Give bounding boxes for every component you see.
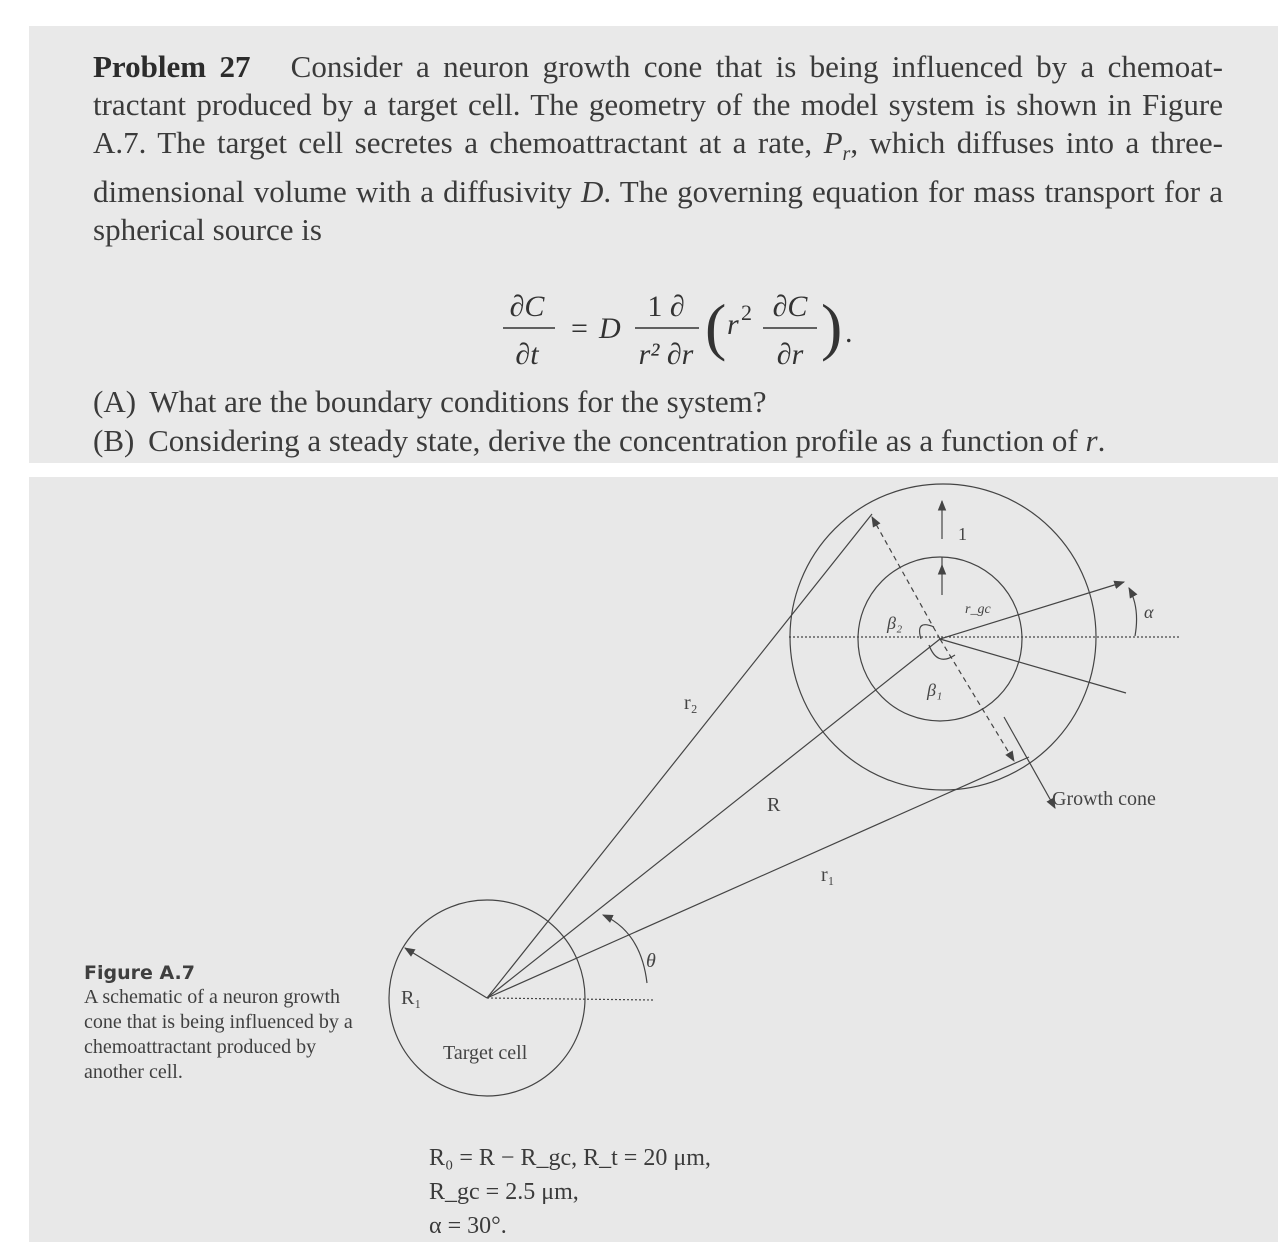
question-b-end: . [1097,423,1106,458]
problem-text-a: Consider a neuron growth cone that is being influenced by a chemoat-tractant produced by a target cell. The geometry of the model system is shown in Figure A.7. The target cell secretes a chemoattractant at a rate, [93,49,1223,160]
theta-arc [603,915,647,983]
eq-open-paren: ( [705,291,727,362]
line-r1 [487,757,1029,998]
problem-statement [93,48,1223,249]
beta1-arc [929,645,955,659]
eq-lhs-denominator: ∂t [515,338,539,371]
label-beta1: β₁ [927,680,943,700]
eq-equals: = [571,312,588,345]
problem-label: Problem 27 [93,49,251,84]
caption-text: A schematic of a neuron growth cone that is being influenced by a chemoattractant produced by another cell. [84,986,353,1083]
param-line-2: R_gc = 2.5 μm, [429,1179,579,1205]
label-R1: R₁ [401,987,422,1009]
line-r2 [487,514,872,998]
question-b-text: Considering a steady state, derive the concentration profile as a function of [148,423,1078,458]
alpha-arc [1129,588,1137,636]
label-rgc: r_gc [965,602,991,617]
label-beta2: β₂ [887,613,903,633]
eq-inner-denominator: ∂r [776,338,804,371]
figure-caption [84,961,354,1085]
question-b-label: (B) [93,423,135,458]
label-theta: θ [646,950,656,972]
eq-period: . [845,316,853,349]
eq-inner-numerator: ∂C [772,290,808,323]
eq-lhs-numerator: ∂C [509,290,545,323]
eq-inner-r: r [727,308,739,341]
line-R [487,639,943,998]
label-r1: r₁ [821,864,835,886]
label-target-cell: Target cell [443,1042,528,1064]
governing-equation [499,276,859,386]
question-b [93,423,1105,459]
parameter-list [429,1141,711,1243]
problem-text-c: . The governing equation for mass transport for a spherical source is [93,174,1224,248]
question-b-variable: r [1085,423,1098,458]
dashed-radius-upper [872,517,940,639]
rate-subscript: r [842,143,851,166]
figure-diagram [29,477,1278,1242]
label-alpha: α [1144,602,1154,622]
label-R: R [767,794,781,816]
param-line-3: α = 30°. [429,1213,507,1239]
figure-panel [29,477,1278,1242]
question-a [93,384,766,420]
growth-cone-pointer-arrow [1004,717,1055,808]
diffusivity-symbol: D [580,174,604,210]
label-growth-cone: Growth cone [1052,788,1156,810]
param-line-1: R₀ = R − R_gc, R_t = 20 μm, [429,1145,711,1171]
eq-frac-denominator: r² ∂r [638,338,694,371]
problem-panel [29,26,1278,463]
rate-symbol: P [823,125,843,160]
eq-inner-exp: 2 [741,300,752,325]
eq-frac-numerator: 1 ∂ [647,290,685,323]
label-r2: r₂ [684,692,698,714]
question-a-text: What are the boundary conditions for the system? [149,384,767,419]
eq-D: D [599,312,621,345]
caption-title: Figure A.7 [84,962,195,984]
label-thickness-one: 1 [958,524,967,544]
horizontal-reference-target [487,998,654,1000]
problem-text-b: , which diffuses into a three-dimensional volume with a diffusivity [93,125,1223,210]
question-a-label: (A) [93,384,137,419]
eq-close-paren: ) [821,291,843,362]
lower-cone-line [940,639,1126,693]
